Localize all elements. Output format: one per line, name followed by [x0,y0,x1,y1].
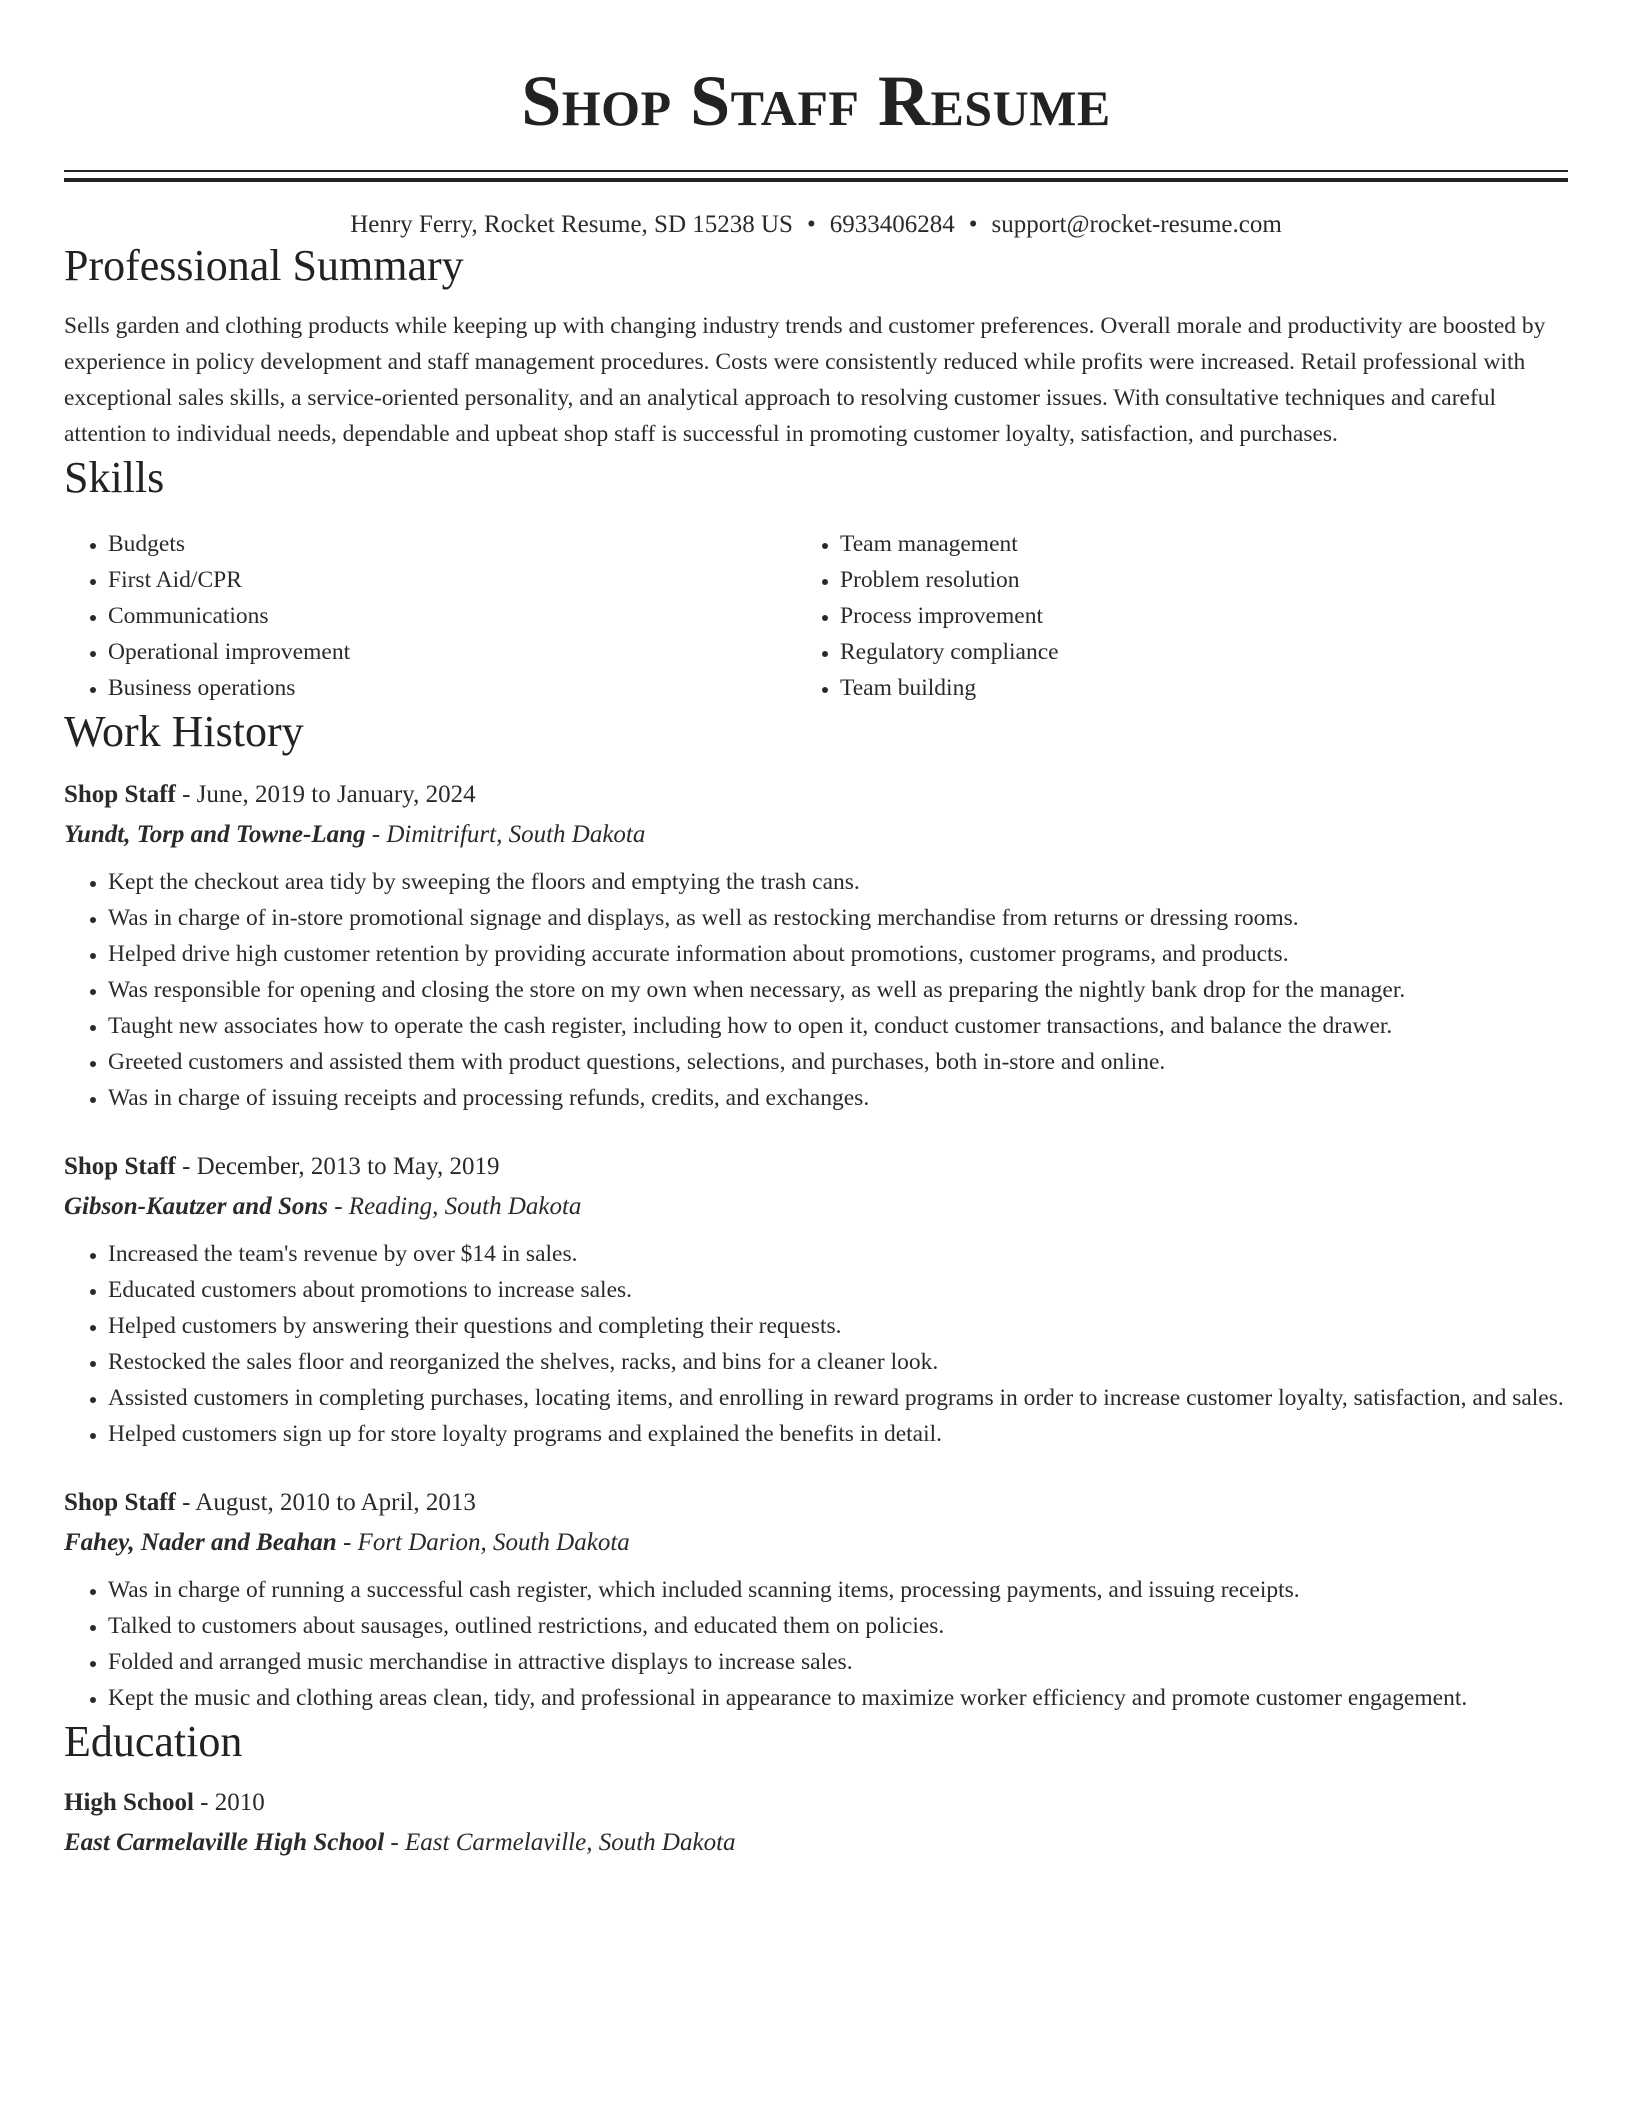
contact-separator: • [806,211,816,238]
contact-phone: 6933406284 [829,211,955,238]
job-title-line [64,1488,1568,1518]
duty-item: • Assisted customers in completing purchases, locating items, and enrolling in reward programs in order to increase customer loyalty, satisfaction, and sales. [108,1380,1568,1416]
job-title: Shop Staff [64,1489,176,1516]
duty-item: • Helped customers sign up for store loyalty programs and explained the benefits in detail. [108,1416,1568,1452]
school-name: East Carmelaville High School [64,1829,385,1856]
duty-item: • Restocked the sales floor and reorganized the shelves, racks, and bins for a cleaner look. [108,1344,1568,1380]
duty-item: • Helped drive high customer retention by providing accurate information about promotions, customer programs, and products. [108,936,1568,972]
job-title: Shop Staff [64,1153,176,1180]
duty-item: • Was in charge of running a successful cash register, which included scanning items, processing payments, and issuing receipts. [108,1572,1568,1608]
job-title: Shop Staff [64,781,176,808]
skills-column-right [762,526,1460,706]
degree: High School [64,1789,194,1816]
summary-text: Sells garden and clothing products while keeping up with changing industry trends and customer preferences. Overall morale and productivity are boosted by experience in policy development and staff management procedures. Costs were consistently reduced while profits were increased. Retail professional with exceptional sales skills, a service-oriented personality, and an analytical approach to resolving customer issues. With consultative techniques and careful attention to individual needs, dependable and upbeat shop staff is successful in promoting customer loyalty, satisfaction, and purchases. [64,313,1546,447]
contact-separator: • [968,211,978,238]
skill-item: • Budgets [108,526,762,562]
contact-email: support@rocket-resume.com [991,211,1282,238]
job-duties [64,1572,1568,1716]
company-location: - Dimitrifurt, South Dakota [365,821,646,848]
duty-item: • Educated customers about promotions to increase sales. [108,1272,1568,1308]
company-name: Fahey, Nader and Beahan [64,1529,337,1556]
job-duties [64,1236,1568,1452]
duty-item: • Increased the team's revenue by over $14 in sales. [108,1236,1568,1272]
company-location: - Reading, South Dakota [327,1193,582,1220]
skill-item: • First Aid/CPR [108,562,762,598]
skills-heading: Skills [64,453,165,502]
job-title-line [64,780,1568,810]
education-entry [64,1788,1568,1858]
skill-item: • Team management [840,526,1460,562]
duty-item: • Helped customers by answering their questions and completing their requests. [108,1308,1568,1344]
duty-item: • Kept the music and clothing areas clean, tidy, and professional in appearance to maximize worker efficiency and promote customer engagement. [108,1680,1568,1716]
title-divider-thin [64,170,1568,172]
job-entry [64,1488,1568,1716]
school-line [64,1828,1568,1858]
company-location: - Fort Darion, South Dakota [336,1529,630,1556]
job-dates: - December, 2013 to May, 2019 [175,1153,500,1180]
duty-item: • Was responsible for opening and closing the store on my own when necessary, as well as preparing the nightly bank drop for the manager. [108,972,1568,1008]
contact-address: Henry Ferry, Rocket Resume, SD 15238 US [350,211,793,238]
job-dates: - June, 2019 to January, 2024 [175,781,476,808]
skill-item: • Problem resolution [840,562,1460,598]
duty-item: • Kept the checkout area tidy by sweeping the floors and emptying the trash cans. [108,864,1568,900]
resume-title: Shop Staff Resume [521,61,1111,141]
company-name: Gibson-Kautzer and Sons [64,1193,328,1220]
skill-item: • Team building [840,670,1460,706]
duty-item: • Was in charge of in-store promotional signage and displays, as well as restocking merchandise from returns or dressing rooms. [108,900,1568,936]
duty-item: • Was in charge of issuing receipts and processing refunds, credits, and exchanges. [108,1080,1568,1116]
graduation-year: - 2010 [193,1789,265,1816]
company-line [64,820,1568,850]
company-name: Yundt, Torp and Towne-Lang [64,821,366,848]
job-dates: - August, 2010 to April, 2013 [175,1489,476,1516]
skill-item: • Operational improvement [108,634,762,670]
skills-column-left [64,526,762,706]
job-entry [64,1152,1568,1452]
duty-item: • Folded and arranged music merchandise in attractive displays to increase sales. [108,1644,1568,1680]
school-location: - East Carmelaville, South Dakota [384,1829,736,1856]
duty-item: • Taught new associates how to operate the cash register, including how to open it, conduct customer transactions, and balance the drawer. [108,1008,1568,1044]
skill-item: • Process improvement [840,598,1460,634]
company-line [64,1528,1568,1558]
job-entry [64,780,1568,1116]
duty-item: • Talked to customers about sausages, outlined restrictions, and educated them on policies. [108,1608,1568,1644]
skills-list [64,526,1568,706]
job-title-line [64,1152,1568,1182]
job-duties [64,864,1568,1116]
duty-item: • Greeted customers and assisted them with product questions, selections, and purchases, both in-store and online. [108,1044,1568,1080]
title-divider-thick [64,178,1568,182]
education-heading: Education [64,1717,243,1766]
contact-line [64,210,1568,240]
skill-item: • Business operations [108,670,762,706]
skill-item: • Communications [108,598,762,634]
skill-item: • Regulatory compliance [840,634,1460,670]
degree-line [64,1788,1568,1818]
company-line [64,1192,1568,1222]
summary-heading: Professional Summary [64,241,464,290]
work-history-heading: Work History [64,707,304,756]
